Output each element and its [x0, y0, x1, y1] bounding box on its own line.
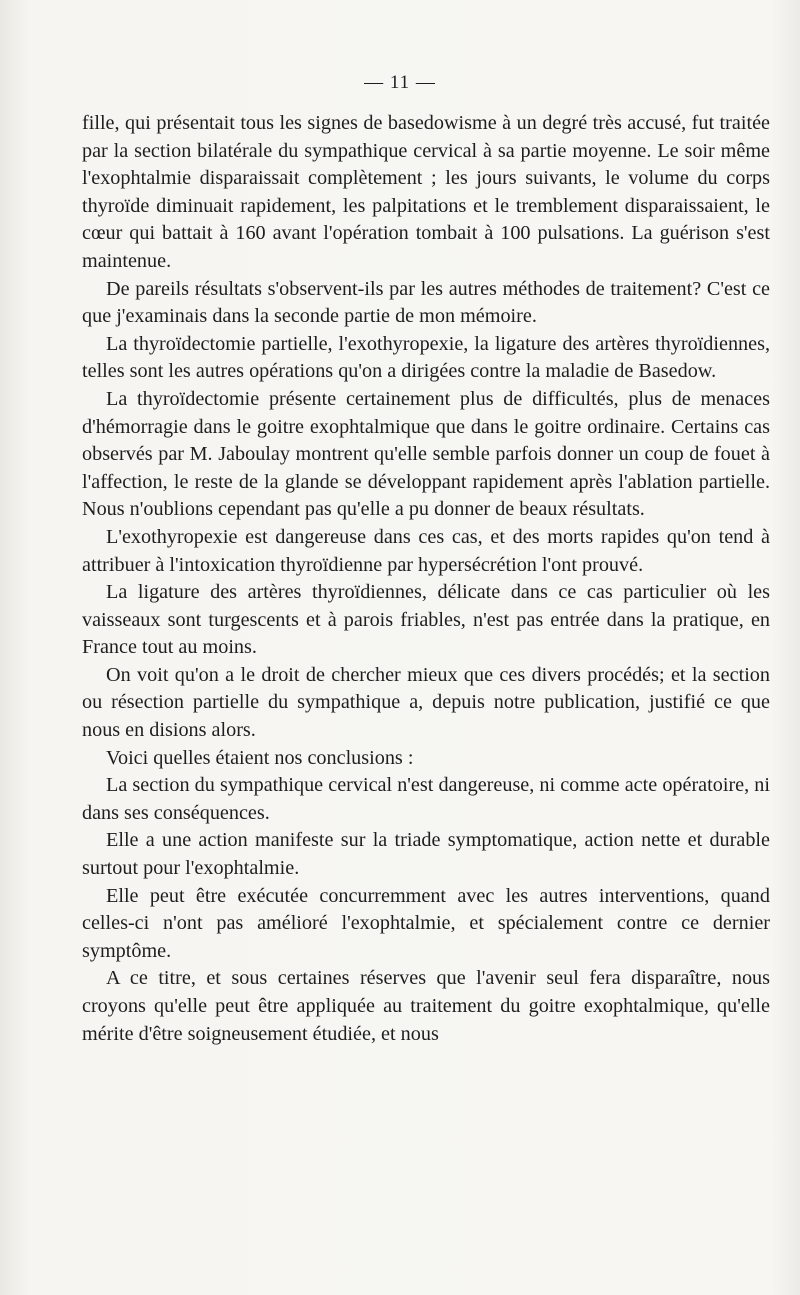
paragraph-7: On voit qu'on a le droit de chercher mieux que ces divers procédés; et la section ou résection partielle du sympathique a, depuis notre publication, justifié ce que nous en disions alors.: [82, 663, 770, 742]
paragraph-4: La thyroïdectomie présente certainement plus de difficultés, plus de menaces d'hémorragie dans le goitre exophtalmique que dans le goitre ordinaire. Certains cas observés par M. Jaboulay montrent qu'elle semble parfois donner un coup de fouet à l'affection, le reste de la glande se développant rapidement après l'ablation partielle. Nous n'oublions cependant pas qu'elle a pu donner de beaux résultats.: [82, 387, 770, 521]
page-number: — 11 —: [364, 72, 436, 93]
paragraph-10: Elle a une action manifeste sur la triade symptomatique, action nette et durable surtout pour l'exophtalmie.: [82, 829, 770, 880]
body-text: [82, 110, 770, 1048]
paragraph-11: Elle peut être exécutée concurremment avec les autres interventions, quand celles-ci n'ont pas amélioré l'exophtalmie, et spécialement contre ce dernier symptôme.: [82, 884, 770, 962]
paragraph-2: De pareils résultats s'observent-ils par les autres méthodes de traitement? C'est ce que j'examinais dans la seconde partie de mon mémoire.: [82, 277, 770, 328]
paragraph-3: La thyroïdectomie partielle, l'exothyropexie, la ligature des artères thyroïdiennes, telles sont les autres opérations qu'on a dirigées contre la maladie de Basedow.: [82, 332, 770, 383]
paragraph-5: L'exothyropexie est dangereuse dans ces cas, et des morts rapides qu'on tend à attribuer à l'intoxication thyroïdienne par hypersécrétion l'ont prouvé.: [82, 525, 770, 576]
paragraph-6: La ligature des artères thyroïdiennes, délicate dans ce cas particulier où les vaisseaux sont turgescents et à parois friables, n'est pas entrée dans la pratique, en France tout au moins.: [82, 581, 770, 659]
paragraph-1: fille, qui présentait tous les signes de basedowisme à un degré très accusé, fut traitée par la section bilatérale du sympathique cervical à sa partie moyenne. Le soir même l'exophtalmie disparaissait complètement ; les jours suivants, le volume du corps thyroïde diminuait rapidement, les palpitations et le tremblement disparaissaient, le cœur qui battait à 160 avant l'opération tombait à 100 pulsations. La guérison s'est maintenue.: [82, 112, 770, 272]
paragraph-9: La section du sympathique cervical n'est dangereuse, ni comme acte opératoire, ni dans ses conséquences.: [82, 774, 770, 824]
paragraph-8: Voici quelles étaient nos conclusions :: [106, 746, 414, 769]
paragraph-12: A ce titre, et sous certaines réserves que l'avenir seul fera disparaître, nous croyons qu'elle peut être appliquée au traitement du goitre exophtalmique, qu'elle mérite d'être soigneusement étudiée, et nous: [82, 967, 770, 1045]
